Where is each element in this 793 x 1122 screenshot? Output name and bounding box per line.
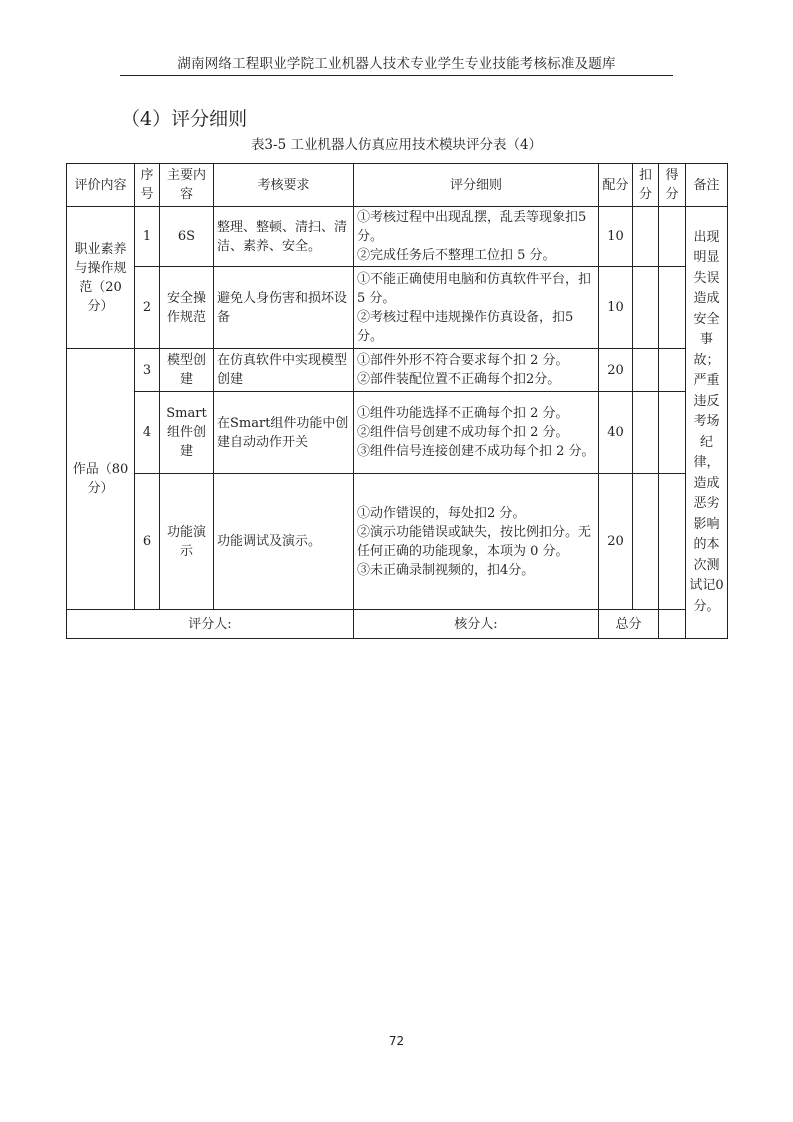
remark-text: 出现明显失误造成安全事故；严重违反考场纪律，造成恶劣影响的本次测试记0分。 xyxy=(689,229,724,614)
row-no: 4 xyxy=(135,392,160,474)
header-category: 评价内容 xyxy=(67,164,135,207)
row-requirement: 避免人身伤害和损坏设备 xyxy=(214,267,354,349)
row-points: 20 xyxy=(599,474,633,610)
total-label: 总分 xyxy=(599,610,659,639)
scoring-table xyxy=(66,163,728,639)
row-points: 40 xyxy=(599,392,633,474)
row-score-cell xyxy=(659,349,686,392)
table-row xyxy=(67,474,728,610)
row-content: 模型创建 xyxy=(160,349,214,392)
row-no: 1 xyxy=(135,207,160,267)
table-row xyxy=(67,207,728,267)
header-detail: 评分细则 xyxy=(354,164,599,207)
row-points: 10 xyxy=(599,267,633,349)
row-requirement: 在Smart组件功能中创建自动动作开关 xyxy=(214,392,354,474)
row-requirement: 整理、整顿、清扫、清洁、素养、安全。 xyxy=(214,207,354,267)
header-deduct: 扣分 xyxy=(633,164,659,207)
row-no: 2 xyxy=(135,267,160,349)
row-deduct-cell xyxy=(633,267,659,349)
row-score-cell xyxy=(659,392,686,474)
row-detail: ①动作错误的，每处扣2 分。 ②演示功能错误或缺失，按比例扣分。无任何正确的功能现象，本项为 0 分。 ③未正确录制视频的，扣4分。 xyxy=(354,474,599,610)
row-requirement: 功能调试及演示。 xyxy=(214,474,354,610)
page-number: 72 xyxy=(388,1034,405,1048)
group-work: 作品（80分） xyxy=(67,349,135,610)
row-score-cell xyxy=(659,207,686,267)
running-header: 湖南网络工程职业学院工业机器人技术专业学生专业技能考核标准及题库 xyxy=(177,56,616,72)
table-header-row xyxy=(67,164,728,207)
total-score-cell xyxy=(659,610,686,639)
row-requirement: 在仿真软件中实现模型创建 xyxy=(214,349,354,392)
row-content: 安全操作规范 xyxy=(160,267,214,349)
table-footer-row xyxy=(67,610,728,639)
header-points: 配分 xyxy=(599,164,633,207)
row-no: 6 xyxy=(135,474,160,610)
row-detail: ①部件外形不符合要求每个扣 2 分。 ②部件装配位置不正确每个扣2分。 xyxy=(354,349,599,392)
reviewer-label: 核分人: xyxy=(354,610,599,639)
row-score-cell xyxy=(659,474,686,610)
section-title: （4）评分细则 xyxy=(121,108,248,130)
row-deduct-cell xyxy=(633,349,659,392)
table-row xyxy=(67,267,728,349)
row-content: 功能演示 xyxy=(160,474,214,610)
row-points: 20 xyxy=(599,349,633,392)
group-professional: 职业素养与操作规范（20分） xyxy=(67,207,135,349)
header-score: 得分 xyxy=(659,164,686,207)
row-detail: ①不能正确使用电脑和仿真软件平台，扣 5 分。 ②考核过程中违规操作仿真设备，扣5分。 xyxy=(354,267,599,349)
header-remark: 备注 xyxy=(686,164,728,207)
row-detail: ①组件功能选择不正确每个扣 2 分。 ②组件信号创建不成功每个扣 2 分。 ③组件信号连接创建不成功每个扣 2 分。 xyxy=(354,392,599,474)
grader-label: 评分人: xyxy=(67,610,354,639)
row-detail: ①考核过程中出现乱摆，乱丢等现象扣5 分。 ②完成任务后不整理工位扣 5 分。 xyxy=(354,207,599,267)
header-requirement: 考核要求 xyxy=(214,164,354,207)
row-no: 3 xyxy=(135,349,160,392)
remark-cell xyxy=(686,207,728,639)
row-content: Smart组件创建 xyxy=(160,392,214,474)
row-content: 6S xyxy=(160,207,214,267)
table-caption: 表3-5 工业机器人仿真应用技术模块评分表（4） xyxy=(250,137,543,153)
header-no: 序号 xyxy=(135,164,160,207)
row-deduct-cell xyxy=(633,474,659,610)
table-row xyxy=(67,349,728,392)
row-points: 10 xyxy=(599,207,633,267)
table-row xyxy=(67,392,728,474)
row-deduct-cell xyxy=(633,392,659,474)
row-score-cell xyxy=(659,267,686,349)
header-content: 主要内容 xyxy=(160,164,214,207)
row-deduct-cell xyxy=(633,207,659,267)
header-rule xyxy=(120,75,673,76)
